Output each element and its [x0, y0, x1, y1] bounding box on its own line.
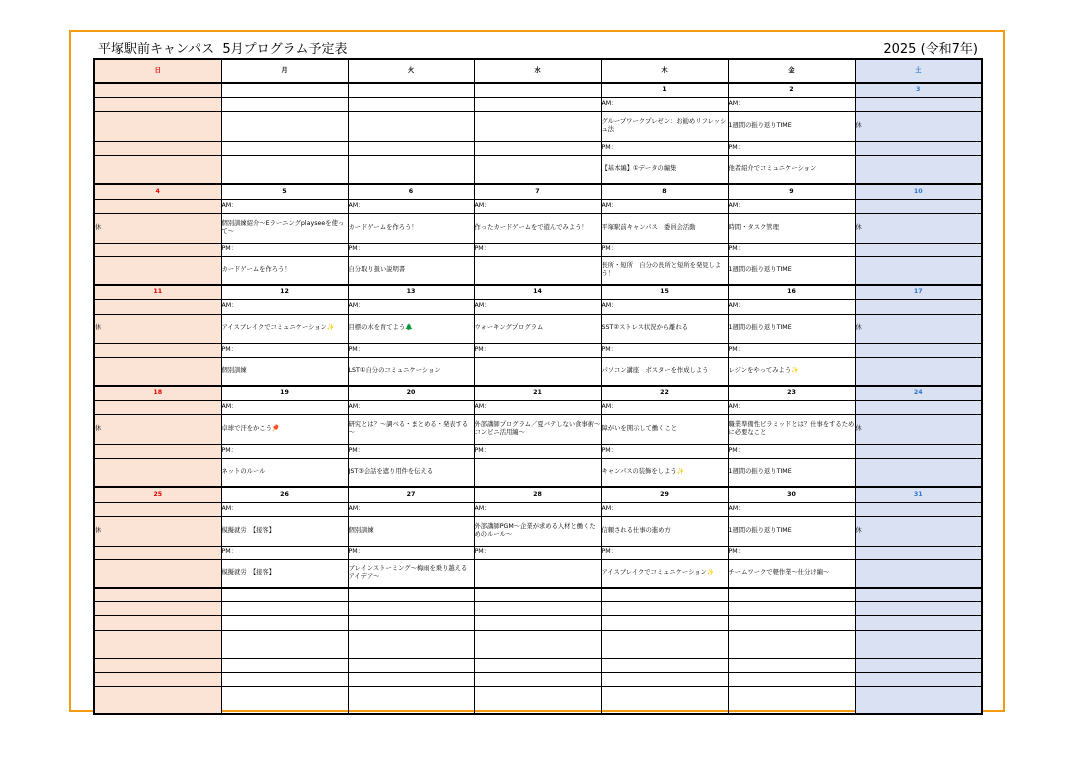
empty-cell	[728, 601, 855, 615]
am-label: AM：	[221, 199, 348, 213]
pm-program	[855, 155, 982, 184]
day-off-label: 休	[855, 111, 982, 141]
date-cell: 17	[855, 285, 982, 299]
day-off-label: 休	[94, 314, 221, 343]
empty-cell	[601, 630, 728, 658]
date-cell: 16	[728, 285, 855, 299]
am-program: 研究とは？～調べる・まとめる・発表する～	[348, 414, 474, 444]
am-label: AM：	[728, 199, 855, 213]
date-cell: 25	[94, 487, 221, 502]
pm-program	[94, 256, 221, 285]
weekday-header: 月	[221, 59, 348, 83]
date-cell: 10	[855, 184, 982, 199]
empty-cell	[348, 97, 474, 111]
pm-label: PM：	[601, 243, 728, 256]
empty-cell	[221, 658, 348, 672]
pm-label: PM：	[601, 343, 728, 357]
empty-cell	[348, 588, 474, 601]
empty-cell	[94, 588, 221, 601]
day-off-label: 休	[94, 516, 221, 546]
empty-cell	[855, 199, 982, 213]
day-off-label: 休	[855, 213, 982, 243]
pm-program: 長所・短所 自分の長所と短所を発見しよう！	[601, 256, 728, 285]
date-cell: 28	[474, 487, 601, 502]
empty-cell	[728, 672, 855, 686]
empty-cell	[855, 546, 982, 559]
day-off-label: 休	[94, 213, 221, 243]
pm-program: カードゲームを作ろう！	[221, 256, 348, 285]
pm-label: PM：	[728, 546, 855, 559]
am-program: 外部講師プログラム／夏バテしない食事術～コンビニ活用編～	[474, 414, 601, 444]
empty-cell	[348, 615, 474, 630]
am-label: AM：	[601, 400, 728, 414]
date-cell: 4	[94, 184, 221, 199]
page-title: 平塚駅前キャンパス 5月プログラム予定表	[98, 42, 348, 57]
empty-cell	[855, 601, 982, 615]
date-cell	[221, 83, 348, 97]
empty-cell	[348, 141, 474, 155]
date-cell: 29	[601, 487, 728, 502]
am-program: 職業準備性ピラミッドとは？仕事をするために必要なこと	[728, 414, 855, 444]
empty-cell	[221, 630, 348, 658]
empty-cell	[855, 686, 982, 714]
empty-cell	[855, 615, 982, 630]
empty-cell	[601, 601, 728, 615]
empty-cell	[474, 615, 601, 630]
pm-label: PM：	[728, 444, 855, 458]
am-label: AM：	[348, 502, 474, 516]
am-program	[348, 111, 474, 141]
empty-cell	[855, 243, 982, 256]
empty-cell	[94, 601, 221, 615]
pm-program	[94, 357, 221, 386]
pm-program	[855, 559, 982, 588]
am-program: 作ったカードゲームをで遊んでみよう！	[474, 213, 601, 243]
am-label: AM：	[728, 502, 855, 516]
empty-cell	[728, 588, 855, 601]
am-program: 1週間の振り返りTIME	[728, 111, 855, 141]
date-cell: 30	[728, 487, 855, 502]
pm-label: PM：	[474, 546, 601, 559]
am-label: AM：	[348, 299, 474, 314]
empty-cell	[474, 588, 601, 601]
pm-label: PM：	[601, 444, 728, 458]
pm-program: 模擬就労 【接客】	[221, 559, 348, 588]
empty-cell	[474, 601, 601, 615]
pm-label: PM：	[474, 444, 601, 458]
am-label: AM：	[601, 199, 728, 213]
date-cell: 3	[855, 83, 982, 97]
date-cell: 15	[601, 285, 728, 299]
date-cell: 26	[221, 487, 348, 502]
date-cell: 22	[601, 386, 728, 400]
am-program: 目標の木を育てよう🌲	[348, 314, 474, 343]
date-cell: 21	[474, 386, 601, 400]
am-program: 個別訓練紹介～Eラーニングplayseeを使って～	[221, 213, 348, 243]
am-label: AM：	[221, 299, 348, 314]
weekday-header: 木	[601, 59, 728, 83]
pm-program: キャンパスの装飾をしよう✨	[601, 458, 728, 487]
empty-cell	[94, 686, 221, 714]
empty-cell	[728, 615, 855, 630]
date-cell: 6	[348, 184, 474, 199]
empty-cell	[474, 686, 601, 714]
empty-cell	[221, 601, 348, 615]
day-off-label: 休	[855, 314, 982, 343]
weekday-header: 日	[94, 59, 221, 83]
empty-cell	[94, 502, 221, 516]
date-cell: 8	[601, 184, 728, 199]
pm-label: PM：	[348, 243, 474, 256]
pm-program	[474, 155, 601, 184]
am-program	[474, 111, 601, 141]
empty-cell	[221, 588, 348, 601]
empty-cell	[855, 400, 982, 414]
am-program: 信頼される仕事の進め方	[601, 516, 728, 546]
am-program: 1週間の振り返りTIME	[728, 314, 855, 343]
pm-program	[221, 155, 348, 184]
am-label: AM：	[474, 299, 601, 314]
am-program: グループワークプレゼン：お勧めリフレッシュ法	[601, 111, 728, 141]
am-program: 個別訓練	[348, 516, 474, 546]
empty-cell	[348, 630, 474, 658]
empty-cell	[474, 141, 601, 155]
date-cell: 1	[601, 83, 728, 97]
pm-label: PM：	[348, 546, 474, 559]
pm-program: ブレインストーミング～梅雨を乗り越えるアイデア～	[348, 559, 474, 588]
am-program: SST②ストレス状況から離れる	[601, 314, 728, 343]
am-program: ウォーキングプログラム	[474, 314, 601, 343]
empty-cell	[855, 672, 982, 686]
pm-program	[94, 559, 221, 588]
am-program: 卓球で汗をかこう🏓	[221, 414, 348, 444]
pm-program	[474, 256, 601, 285]
pm-program: パソコン講座 ポスターを作成しよう	[601, 357, 728, 386]
pm-label: PM：	[728, 343, 855, 357]
weekday-header: 金	[728, 59, 855, 83]
date-cell: 5	[221, 184, 348, 199]
pm-program	[855, 256, 982, 285]
am-label: AM：	[474, 199, 601, 213]
empty-cell	[94, 141, 221, 155]
empty-cell	[348, 601, 474, 615]
pm-program	[94, 458, 221, 487]
pm-program: アイスブレイクでコミュニケーション✨	[601, 559, 728, 588]
am-program: 1週間の振り返りTIME	[728, 516, 855, 546]
date-cell	[348, 83, 474, 97]
program-calendar	[93, 58, 983, 715]
empty-cell	[221, 141, 348, 155]
empty-cell	[601, 615, 728, 630]
am-program: 外部講師PGM～企業が求める人材と働くためのルール～	[474, 516, 601, 546]
empty-cell	[221, 97, 348, 111]
weekday-header: 水	[474, 59, 601, 83]
am-program	[94, 111, 221, 141]
empty-cell	[601, 658, 728, 672]
date-cell: 20	[348, 386, 474, 400]
empty-cell	[348, 658, 474, 672]
am-program: 平塚駅前キャンパス 委員会活動	[601, 213, 728, 243]
am-label: AM：	[601, 502, 728, 516]
date-cell: 11	[94, 285, 221, 299]
am-program	[221, 111, 348, 141]
weekday-header: 火	[348, 59, 474, 83]
pm-label: PM：	[728, 141, 855, 155]
empty-cell	[94, 97, 221, 111]
am-label: AM：	[221, 502, 348, 516]
pm-label: PM：	[348, 444, 474, 458]
empty-cell	[94, 630, 221, 658]
empty-cell	[94, 199, 221, 213]
pm-label: PM：	[474, 343, 601, 357]
pm-label: PM：	[221, 343, 348, 357]
pm-program: レジンをやってみよう✨	[728, 357, 855, 386]
weekday-header: 土	[855, 59, 982, 83]
day-off-label: 休	[855, 414, 982, 444]
empty-cell	[474, 97, 601, 111]
am-program: 障がいを開示して働くこと	[601, 414, 728, 444]
year-label: 2025 (令和7年)	[883, 42, 978, 57]
empty-cell	[94, 444, 221, 458]
empty-cell	[94, 615, 221, 630]
am-label: AM：	[728, 299, 855, 314]
empty-cell	[221, 672, 348, 686]
date-cell: 12	[221, 285, 348, 299]
date-cell	[94, 83, 221, 97]
date-cell: 9	[728, 184, 855, 199]
empty-cell	[94, 400, 221, 414]
date-cell: 14	[474, 285, 601, 299]
pm-program	[348, 155, 474, 184]
date-cell: 7	[474, 184, 601, 199]
empty-cell	[601, 686, 728, 714]
empty-cell	[601, 672, 728, 686]
empty-cell	[94, 343, 221, 357]
date-cell: 13	[348, 285, 474, 299]
am-label: AM：	[348, 400, 474, 414]
am-program: アイスブレイクでコミュニケーション✨	[221, 314, 348, 343]
empty-cell	[728, 630, 855, 658]
pm-program	[474, 458, 601, 487]
pm-label: PM：	[601, 546, 728, 559]
pm-program	[855, 458, 982, 487]
pm-program: 個別訓練	[221, 357, 348, 386]
empty-cell	[855, 343, 982, 357]
pm-label: PM：	[728, 243, 855, 256]
empty-cell	[474, 630, 601, 658]
empty-cell	[855, 588, 982, 601]
pm-program	[474, 559, 601, 588]
empty-cell	[94, 658, 221, 672]
am-label: AM：	[728, 400, 855, 414]
am-label: AM：	[601, 97, 728, 111]
pm-label: PM：	[601, 141, 728, 155]
am-program: 模擬就労 【接客】	[221, 516, 348, 546]
empty-cell	[855, 97, 982, 111]
am-label: AM：	[474, 502, 601, 516]
am-label: AM：	[221, 400, 348, 414]
am-label: AM：	[474, 400, 601, 414]
empty-cell	[855, 444, 982, 458]
date-cell: 2	[728, 83, 855, 97]
empty-cell	[94, 672, 221, 686]
pm-program: 1週間の振り返りTIME	[728, 458, 855, 487]
day-off-label: 休	[855, 516, 982, 546]
pm-program: LST①自分のコミュニケーション	[348, 357, 474, 386]
empty-cell	[855, 141, 982, 155]
empty-cell	[94, 243, 221, 256]
date-cell: 31	[855, 487, 982, 502]
date-cell: 19	[221, 386, 348, 400]
pm-program	[474, 357, 601, 386]
empty-cell	[348, 686, 474, 714]
pm-label: PM：	[221, 444, 348, 458]
am-label: AM：	[348, 199, 474, 213]
empty-cell	[855, 630, 982, 658]
empty-cell	[855, 299, 982, 314]
empty-cell	[728, 686, 855, 714]
pm-program: JST③会話を遮り用件を伝える	[348, 458, 474, 487]
pm-label: PM：	[348, 343, 474, 357]
am-label: AM：	[728, 97, 855, 111]
pm-program: 【基本編】①データの編集	[601, 155, 728, 184]
pm-program: チームワークで軽作業～仕分け編～	[728, 559, 855, 588]
pm-program	[855, 357, 982, 386]
empty-cell	[94, 546, 221, 559]
date-cell	[474, 83, 601, 97]
empty-cell	[855, 658, 982, 672]
empty-cell	[221, 686, 348, 714]
empty-cell	[348, 672, 474, 686]
empty-cell	[855, 502, 982, 516]
pm-program: 1週間の振り返りTIME	[728, 256, 855, 285]
pm-program: 他者紹介でコミュニケーション	[728, 155, 855, 184]
pm-program: 自分取り扱い説明書	[348, 256, 474, 285]
pm-program	[94, 155, 221, 184]
empty-cell	[601, 588, 728, 601]
empty-cell	[94, 299, 221, 314]
empty-cell	[728, 658, 855, 672]
date-cell: 23	[728, 386, 855, 400]
day-off-label: 休	[94, 414, 221, 444]
am-program: カードゲームを作ろう！	[348, 213, 474, 243]
am-program: 時間・タスク管理	[728, 213, 855, 243]
pm-label: PM：	[221, 243, 348, 256]
empty-cell	[474, 658, 601, 672]
date-cell: 27	[348, 487, 474, 502]
pm-label: PM：	[221, 546, 348, 559]
empty-cell	[474, 672, 601, 686]
date-cell: 24	[855, 386, 982, 400]
pm-label: PM：	[474, 243, 601, 256]
pm-program: ネットのルール	[221, 458, 348, 487]
empty-cell	[221, 615, 348, 630]
date-cell: 18	[94, 386, 221, 400]
am-label: AM：	[601, 299, 728, 314]
